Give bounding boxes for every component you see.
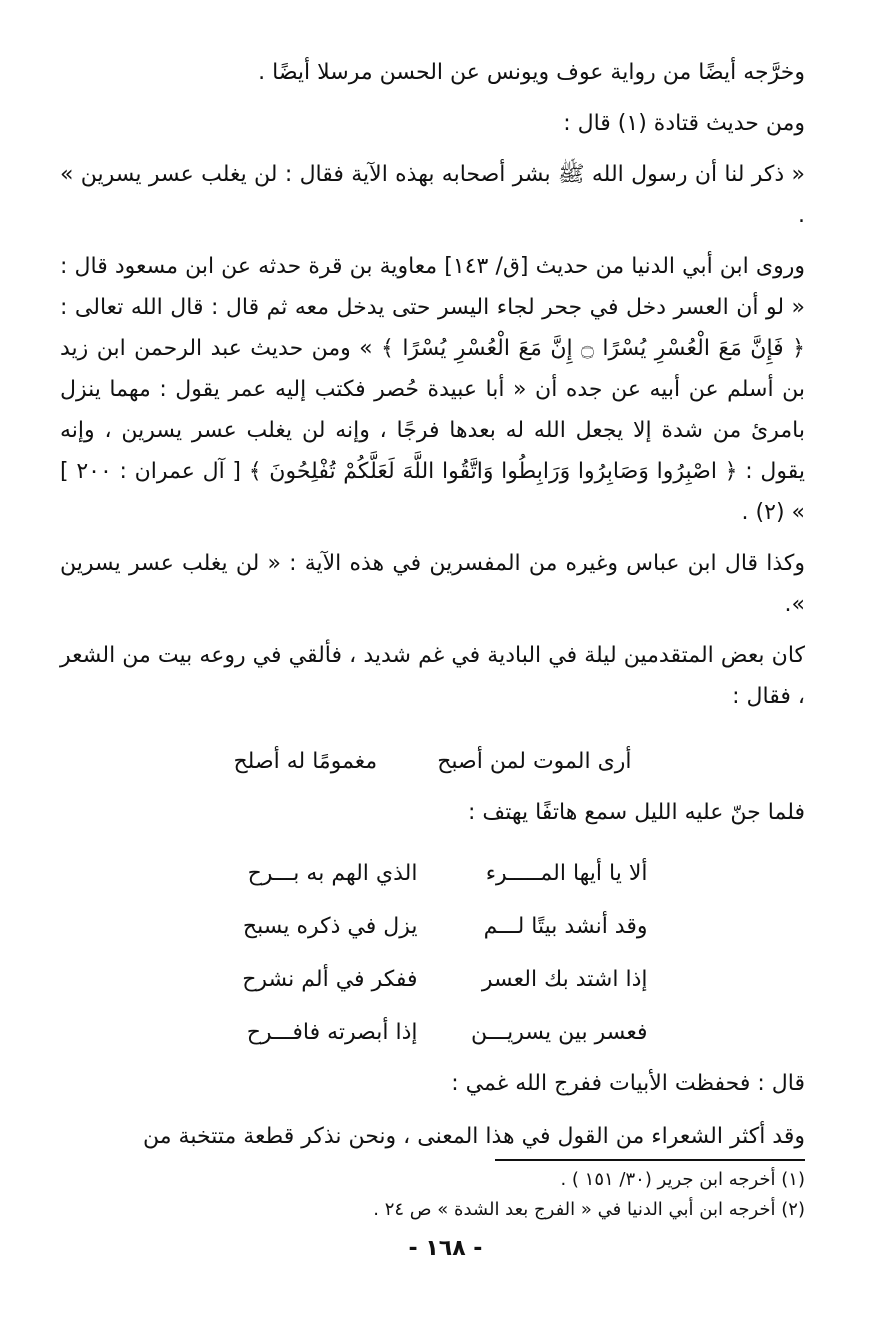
footnote-divider — [495, 1159, 805, 1161]
first-verse — [60, 741, 805, 782]
last-paragraph: وقد أكثر الشعراء من القول في هذا المعنى ، ونحن نذكر قطعة متتخبة من — [143, 1124, 805, 1149]
poem-verse — [60, 847, 805, 900]
verse-left-hemistich: ففكر في ألم نشرح — [242, 967, 418, 992]
verse-left-hemistich: الذي الهم به بـــرح — [247, 861, 418, 886]
paragraph-3: « ذكر لنا أن رسول الله ﷺ بشر أصحابه بهذه الآية فقال : لن يغلب عسر يسرين » . — [60, 162, 805, 228]
verse-right-hemistich: إذا اشتد بك العسر — [481, 967, 648, 992]
paragraph-2: ومن حديث قتادة (١) قال : — [563, 111, 805, 136]
verse-right-hemistich: ألا يا أيها المـــــرء — [485, 861, 648, 886]
poem-verse — [60, 953, 805, 1006]
verse-right-hemistich: فعسر بين يسريـــن — [471, 1020, 648, 1045]
paragraph-6: كان بعض المتقدمين ليلة في البادية في غم شديد ، فألقي في روعه بيت من الشعر ، فقال : — [60, 643, 805, 709]
verse-left-hemistich: يزل في ذكره يسبح — [242, 914, 418, 939]
verse-right-hemistich: وقد أنشد بيتًا لـــم — [483, 914, 648, 939]
paragraph-5: وكذا قال ابن عباس وغيره من المفسرين في هذه الآية : « لن يغلب عسر يسرين ». — [60, 551, 805, 617]
page-number: - ١٦٨ - — [408, 1236, 483, 1261]
paragraph-4: وروى ابن أبي الدنيا من حديث [ق/ ١٤٣] معاوية بن قرة حدثه عن ابن مسعود قال : « لو أن العسر دخل في جحر لجاء اليسر حتى يدخل معه ثم قال : قال الله تعالى : ﴿ فَإِنَّ مَعَ الْعُسْرِ يُسْرًا ۝ إِنَّ مَعَ الْعُسْرِ يُسْرًا ﴾ » ومن حديث عبد الرحمن ابن زيد بن أسلم عن أبيه عن جده أن « أبا عبيدة حُصر فكتب إليه عمر يقول : مهما ينزل بامرئ من شدة إلا يجعل الله له بعدها فرجًا ، وإنه لن يغلب عسر يسرين ، وإنه يقول : ﴿ اصْبِرُوا وَصَابِرُوا وَرَابِطُوا وَاتَّقُوا اللَّهَ لَعَلَّكُمْ تُفْلِحُونَ ﴾ [ آل عمران : ٢٠٠ ] » (٢) . — [60, 254, 805, 525]
poem-verse — [60, 900, 805, 953]
poem — [60, 847, 805, 1059]
first-verse-right-hemistich: أرى الموت لمن أصبح — [437, 749, 632, 774]
paragraph-1: وخرَّجه أيضًا من رواية عوف ويونس عن الحسن مرسلا أيضًا . — [258, 60, 805, 85]
footnote-1: (١) أخرجه ابن جرير (٣٠/ ١٥١ ) . — [560, 1169, 805, 1190]
poem-verse — [60, 1006, 805, 1059]
poem-intro-line: فلما جنّ عليه الليل سمع هاتفًا يهتف : — [468, 800, 805, 825]
verse-left-hemistich: إذا أبصرته فافـــرح — [246, 1020, 418, 1045]
first-verse-left-hemistich: مغمومًا له أصلح — [233, 749, 378, 774]
after-poem-line: قال : فحفظت الأبيات ففرج الله غمي : — [451, 1071, 805, 1096]
footnote-2: (٢) أخرجه ابن أبي الدنيا في « الفرج بعد الشدة » ص ٢٤ . — [373, 1199, 805, 1220]
